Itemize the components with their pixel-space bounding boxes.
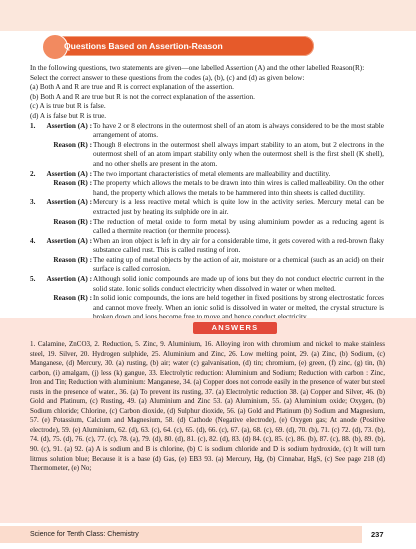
option-b: (b) Both A and R are true but R is not the correct explanation of the assertion. [30, 92, 255, 101]
answers-header-bar [193, 322, 277, 334]
question-item [30, 275, 384, 323]
assertion-text: To have 2 or 8 electrons in the outermost shell of an atom is always considered to be the most stable arrangement of atoms. [93, 121, 384, 140]
page-footer [0, 526, 416, 549]
assertion-label: Assertion (A) : [46, 275, 92, 284]
option-d: (d) A is false but R is true. [30, 111, 107, 120]
answers-text: 1. Calamine, ZnCO3, 2. Reduction, 5. Zinc, 9. Aluminium, 16. Alloying iron with chromium and nickel to make stainless steel, 19. Silver, 20. Hydrogen sulphide, 25. Aluminium and Zinc, 26. Low melting point, 29. (a) Zinc, (b) Sodium, (c) Manganese, (d) Mercury, 30. (a) rusting, (b) air; water (c) galvanisation, (d) tin; chromium, (e) green, (f) zinc, (g) tin, (h) carbon, (i) amalgam, (j) less (k) gangue, 33. Electrolytic reduction: Aluminium and Sodium; Reduction with carbon : Zinc, Iron and Tin; Reduction with aluminium: Manganese, 34. (a) Copper does not corrode easily in the presence of water but steel rusts in the presence of water., 36. (a) To prevent its rusting, 37. (a) Electrolytic reduction 38. (a) Copper and Silver, 46. (b) Gold and Platinum, (c) Rusting, 49. (a) Aluminium and Zinc 53. (a) Aluminium, 55. (a) Aluminium oxide; Oxygen, (b) Sodium chloride; Chlorine, (c) Carbon dioxide, (d) Sulphur dioxide, 56. (a) Gold and Platinum (b) Sodium and Magnesium, 57. (e) Potassium, Calcium and Magnesium, 58. (d) Cathode (Negative electrode), (e) Oxygen gas; At anode (Positive electrode), 59. (e) Aluminium, 62. (d), 63. (c), 64. (c), 65. (d), 66. (c), 67. (a), 68. (c), 69. (d), 70. (b), 71. (c) 72. (d), 73. (b), 74. (d), 75. (d), 76. (c), 77. (c), 78. (a), 79. (d), 80. (d), 81. (c), 82. (d), 83. (d) 84. (c), 85. (c), 86. (b), 87. (c), 88. (b), 89. (b), 90. (c), 91. (a) 92. (a) A is sodium and B is chlorine, (b) C is sodium chloride and D is sodium hydroxide, (c) It will turn litmus solution blue; Because it is a base (d) Gas, (e) EB3 93. (a) Mercury, Hg, (b) Cinnabar, HgS, (c) See page 218 (d) Thermometer, (e) No; [30, 340, 385, 473]
question-item [30, 198, 384, 236]
assertion-text: Mercury is a less reactive metal which is quite low in the activity series. Mercury metal can be extracted just by heating its sulphide ore in air. [93, 198, 384, 216]
assertion-text: When an iron object is left in dry air for a considerable time, it gets covered with a red-brown flaky substance called rust. This is called rusting of iron. [93, 236, 384, 255]
question-item [30, 237, 384, 275]
question-number: 1. [30, 121, 36, 130]
reason-label: Reason (R) : [53, 255, 92, 264]
reason-text: The property which allows the metals to be drawn into thin wires is called malleability. On the other hand, the property which allows the metals to be hammered into thin sheets is called ductility. [93, 179, 384, 197]
assertion-text: Although solid ionic compounds are made up of ions but they do not conduct electric current in the solid state. Ionic solids conduct electricity when dissolved in water or when melted. [93, 275, 384, 293]
page-number: 237 [371, 530, 384, 539]
question-number: 4. [30, 236, 36, 245]
question-item [30, 170, 384, 199]
option-c: (c) A is true but R is false. [30, 102, 106, 111]
section-header [42, 36, 312, 56]
instruction-line-2: Select the correct answer to these questions from the codes (a), (b), (c) and (d) as given below: [30, 73, 305, 82]
assertion-text: The two important characteristics of metal elements are malleability and ductility. [93, 169, 331, 178]
reason-label: Reason (R) : [53, 217, 92, 226]
assertion-label: Assertion (A) : [46, 236, 92, 245]
answers-title: ANSWERS [211, 323, 259, 332]
answers-section [0, 318, 416, 523]
assertion-label: Assertion (A) : [46, 198, 92, 207]
instruction-line-1: In the following questions, two statements are given—one labelled Assertion (A) and the other labelled Reason(R): [30, 64, 365, 72]
section-title: Questions Based on Assertion-Reason [64, 41, 223, 51]
reason-label: Reason (R) : [53, 140, 92, 149]
question-number: 2. [30, 169, 36, 178]
assertion-label: Assertion (A) : [46, 121, 92, 130]
reason-text: Though 8 electrons in the outermost shell always impart stability to an atom, but 2 electrons in the outermost shell of an atom impart stability only when the outermost shell is the first shell (K shell), and no other shells are present in the atom. [93, 140, 384, 168]
reason-label: Reason (R) : [53, 179, 92, 188]
reason-text: The eating up of metal objects by the action of air, moisture or a chemical (such as an acid) on their surface is called corrosion. [93, 255, 384, 274]
reason-label: Reason (R) : [53, 294, 92, 303]
assertion-label: Assertion (A) : [46, 169, 92, 178]
reason-text: The reduction of metal oxide to form metal by using aluminium powder as a reducing agent is called a thermite reaction (or thermite process). [93, 217, 384, 236]
question-number: 5. [30, 275, 36, 284]
book-title: Science for Tenth Class: Chemistry [30, 531, 139, 538]
reason-text: In solid ionic compounds, the ions are held together in fixed positions by strong electrostatic forces and cannot move freely. When an ionic solid is dissolved in water or melted, the crystal structure is [93, 294, 384, 312]
top-decorative-band [0, 0, 416, 31]
question-number: 3. [30, 198, 36, 207]
option-a: (a) Both A and R are true and R is correct explanation of the assertion. [30, 83, 234, 92]
question-content [30, 64, 384, 323]
question-item [30, 122, 384, 170]
